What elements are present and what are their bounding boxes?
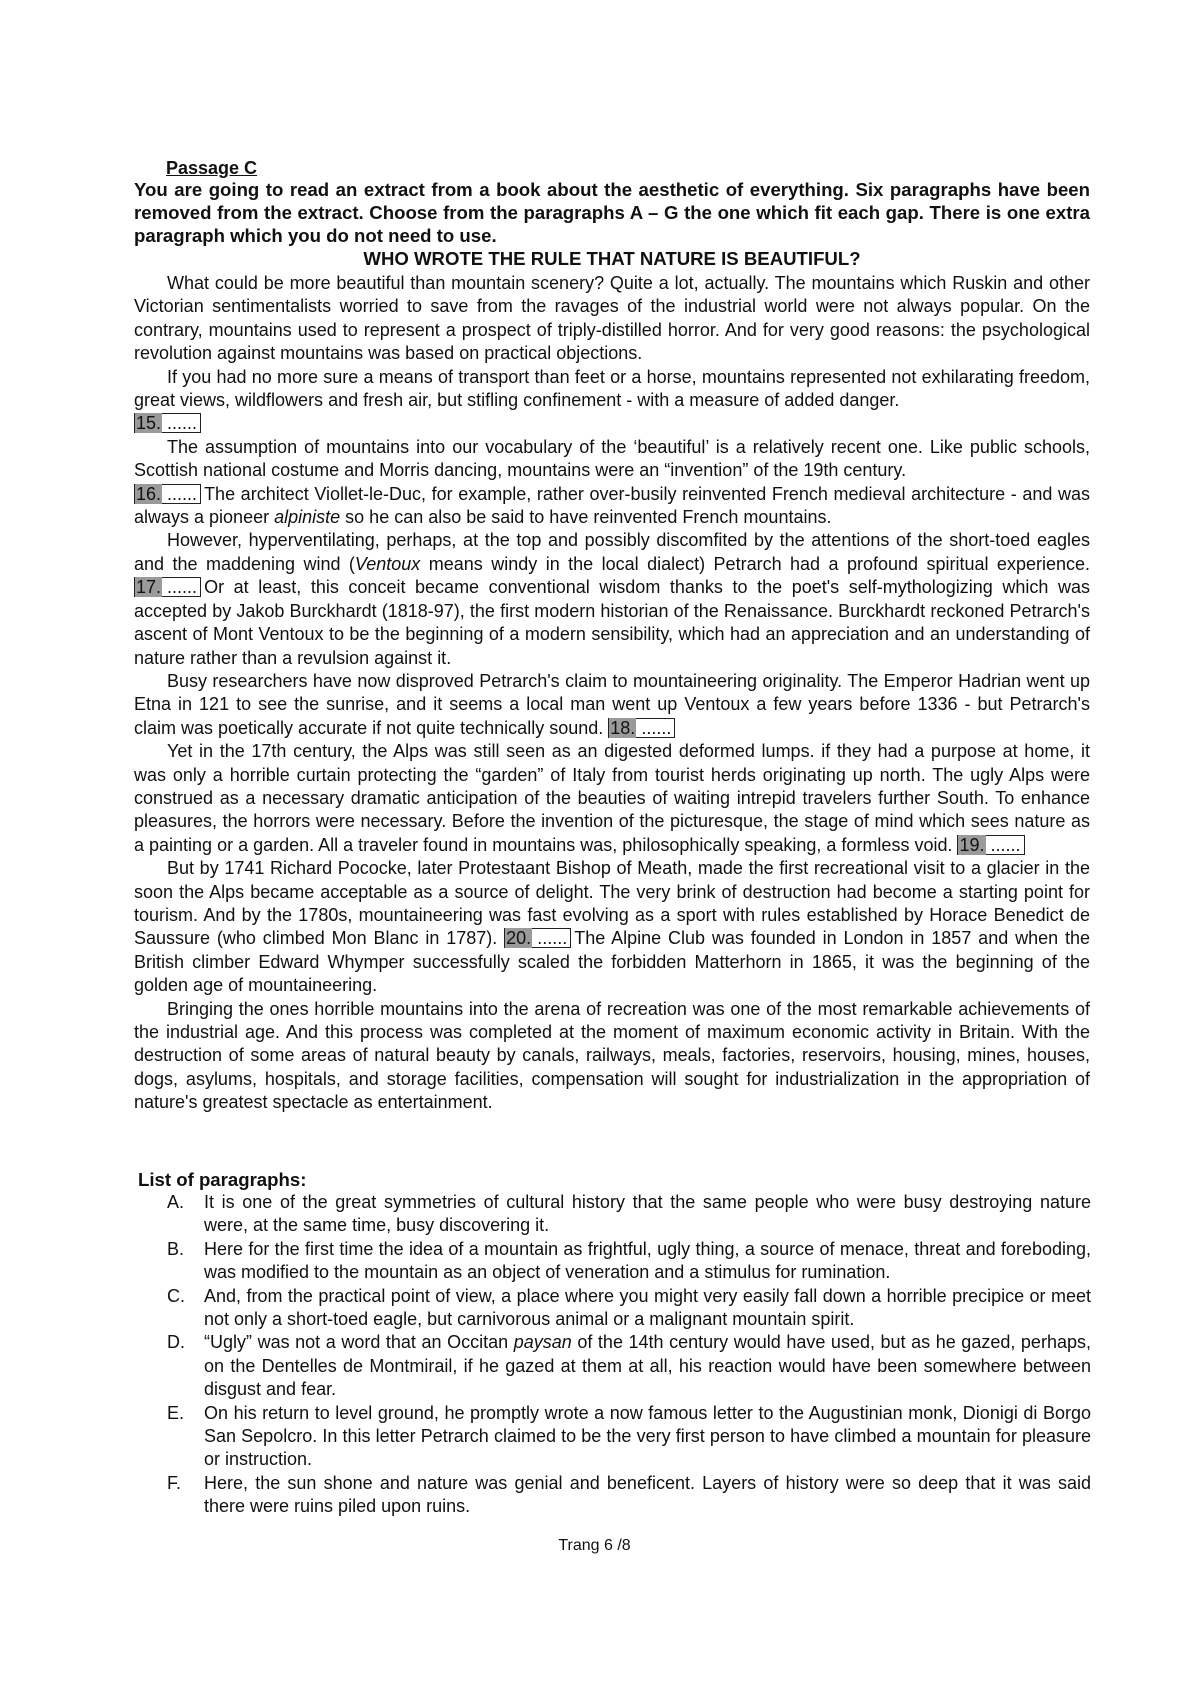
paragraph-3-cont: 16. ...... The architect Viollet-le-Duc, for example, rather over-busily reinvented French medieval architecture - and was always a pioneer alpiniste so he can also be said to have reinvented French mountains. [134,483,1090,528]
gap-15[interactable]: 15. ...... [134,413,201,433]
option-b: B. Here for the first time the idea of a mountain as frightful, ugly thing, a source of menace, threat and foreboding, was modified to the mountain as an object of veneration and a stimulus for rumination. [167,1238,1091,1283]
paragraph-4: However, hyperventilating, perhaps, at the top and possibly discomfited by the attentions of the short-toed eagles and the maddening wind (Ventoux means windy in the local dialect) Petrarch had a profound spiritual experience. 17. ...... Or at least, this conceit became conventional wisdom thanks to the poet's self-mythologizing which was accepted by Jakob Burckhardt (1818-97), the first modern historian of the Renaissance. Burckhardt reckoned Petrarch's ascent of Mont Ventoux to be the beginning of a modern sensibility, which had an appreciation and an understanding of nature rather than a revulsion against it. [134,530,1090,668]
gap-16[interactable]: 16. ...... [134,484,201,504]
instructions: You are going to read an extract from a book about the aesthetic of everything. Six paragraphs have been removed from the extract. Choose from the paragraphs A – G the one which fit each gap. There is one extra paragraph which you do not need to use. [134,179,1090,246]
gap-19[interactable]: 19. ...... [957,835,1024,855]
paragraph-7: But by 1741 Richard Pococke, later Protestaant Bishop of Meath, made the first recreational visit to a glacier in the soon the Alps became acceptable as a source of delight. The very brink of destruction had become a starting point for tourism. And by the 1780s, mountaineering was fast evolving as a sport with rules established by Horace Benedict de Saussure (who climbed Mon Blanc in 1787). 20. ...... The Alpine Club was founded in London in 1857 and when the British climber Edward Whymper successfully scaled the forbidden Matterhorn in 1865, it was the beginning of the golden age of mountaineering. [134,858,1090,996]
gap-18[interactable]: 18. ...... [608,718,675,738]
gap-17[interactable]: 17. ...... [134,577,201,597]
page-number: Trang 6 /8 [558,1537,631,1554]
option-a: A. It is one of the great symmetries of cultural history that the same people who were busy destroying nature were, at the same time, busy discovering it. [167,1192,1091,1236]
paragraph-1: What could be more beautiful than mountain scenery? Quite a lot, actually. The mountains which Ruskin and other Victorian sentimentalists worried to save from the ravages of the industrial world were not always popular. On the contrary, mountains used to represent a prospect of triply-distilled horror. And for very good reasons: the psychological revolution against mountains was based on practical objections. [134,273,1090,364]
gap-20[interactable]: 20. ...... [504,928,571,948]
article-body [134,272,1090,1115]
paragraph-options [167,1191,1091,1519]
paragraph-5: Busy researchers have now disproved Petrarch's claim to mountaineering originality. The Emperor Hadrian went up Etna in 121 to see the sunrise, and it seems a local man went up Ventoux a few years before 1336 - but Petrarch's claim was poetically accurate if not quite technically sound. 18. ...... [134,670,1090,738]
paragraph-8: Bringing the ones horrible mountains into the arena of recreation was one of the most remarkable achievements of the industrial age. And this process was completed at the moment of maximum economic activity in Britain. With the destruction of some areas of natural beauty by canals, railways, meals, factories, reservoirs, housing, mines, houses, dogs, asylums, hospitals, and storage facilities, compensation will sought for industrialization in the appropriation of nature's greatest spectacle as entertainment. [134,998,1090,1113]
option-d: D. “Ugly” was not a word that an Occitan paysan of the 14th century would have used, but as he gazed, perhaps, on the Dentelles de Montmirail, if he gazed at them at all, his reaction would have been somewhere between disgust and fear. [167,1332,1091,1400]
paragraph-list-heading: List of paragraphs: [138,1169,307,1190]
option-c: C. And, from the practical point of view, a place where you might very easily fall down a horrible precipice or meet not only a short-toed eagle, but carnivorous animal or a malignant mountain spirit. [167,1285,1091,1330]
paragraph-6: Yet in the 17th century, the Alps was still seen as an digested deformed lumps. if they had a purpose at home, it was only a horrible curtain protecting the “garden” of Italy from tourist herds originating up north. The ugly Alps were construed as a necessary dramatic anticipation of the beauties of waiting intrepid travelers further South. To enhance pleasures, the horrors were necessary. Before the invention of the picturesque, the stage of mind which sees nature as a painting or a garden. All a traveler found in mountains was, philosophically speaking, a formless void. 19. ...... [134,741,1090,855]
gap-15-line [134,412,1090,435]
section-title: Passage C [166,158,258,178]
option-f: F. Here, the sun shone and nature was genial and beneficent. Layers of history were so deep that it was said there were ruins piled upon ruins. [167,1472,1091,1517]
article-title: WHO WROTE THE RULE THAT NATURE IS BEAUTIFUL? [363,248,861,269]
option-e: E. On his return to level ground, he promptly wrote a now famous letter to the Augustinian monk, Dionigi di Borgo San Sepolcro. In this letter Petrarch claimed to be the very first person to have climbed a mountain for pleasure or instruction. [167,1402,1091,1470]
paragraph-3: The assumption of mountains into our vocabulary of the ‘beautiful’ is a relatively recent one. Like public schools, Scottish national costume and Morris dancing, mountains were an “invention” of the 19th century. [134,436,1090,481]
paragraph-2: If you had no more sure a means of transport than feet or a horse, mountains represented not exhilarating freedom, great views, wildflowers and fresh air, but stifling confinement - with a measure of added danger. [134,366,1090,411]
